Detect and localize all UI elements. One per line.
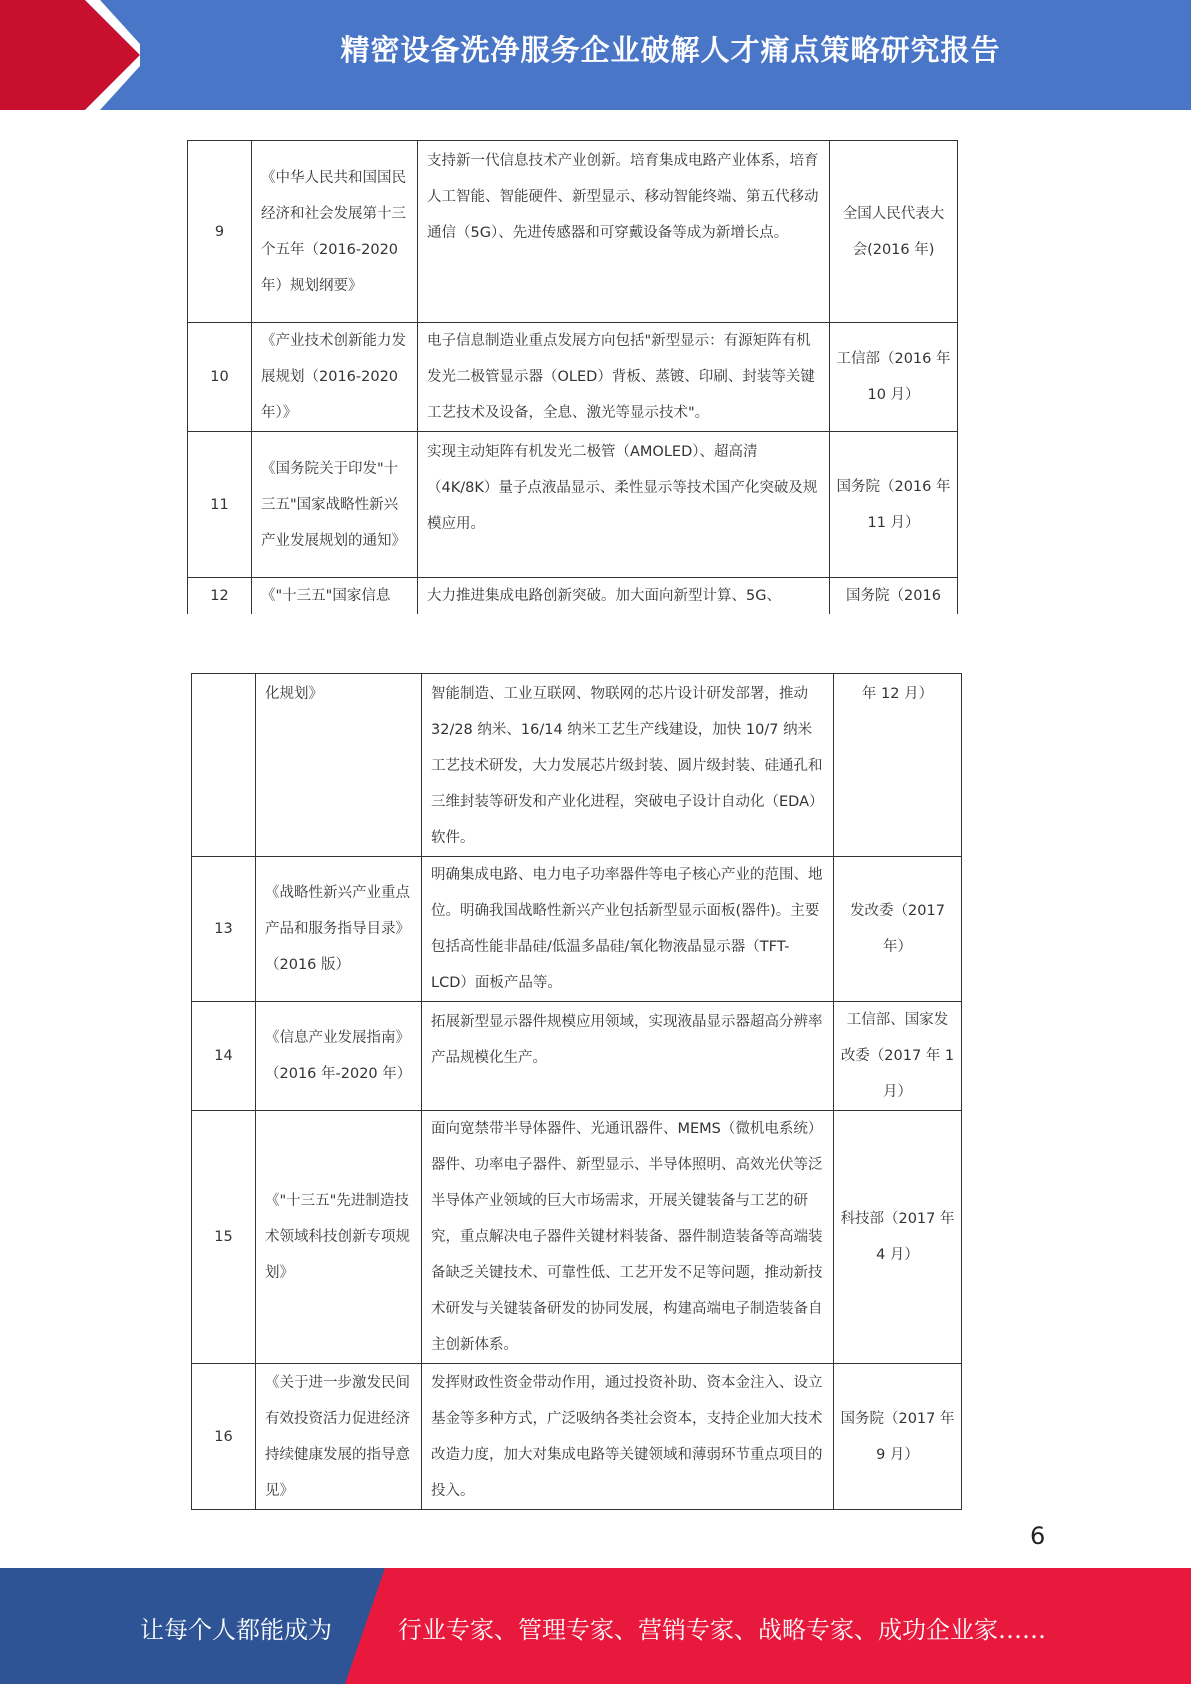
policy-name: 化规划》	[256, 674, 422, 857]
table-row	[192, 857, 962, 1002]
policy-name: 《"十三五"国家信息	[252, 578, 418, 615]
policy-name: 《"十三五"先进制造技术领域科技创新专项规划》	[256, 1111, 422, 1364]
page-header	[0, 0, 1191, 110]
table-row	[188, 432, 958, 578]
table-row	[192, 1364, 962, 1510]
table-row	[192, 674, 962, 857]
row-number: 14	[192, 1002, 256, 1111]
table-row	[188, 323, 958, 432]
policy-content: 拓展新型显示器件规模应用领域，实现液晶显示器超高分辨率产品规模化生产。	[422, 1002, 834, 1111]
policy-content: 大力推进集成电路创新突破。加大面向新型计算、5G、	[418, 578, 830, 615]
row-number	[192, 674, 256, 857]
row-number: 13	[192, 857, 256, 1002]
issuing-org: 工信部（2016 年 10 月）	[830, 323, 958, 432]
policy-content: 实现主动矩阵有机发光二极管（AMOLED）、超高清（4K/8K）量子点液晶显示、柔性显示等技术国产化突破及规模应用。	[418, 432, 830, 578]
policy-content: 面向宽禁带半导体器件、光通讯器件、MEMS（微机电系统）器件、功率电子器件、新型显示、半导体照明、高效光伏等泛半导体产业领域的巨大市场需求，开展关键装备与工艺的研究，重点解决电子器件关键材料装备、器件制造装备等高端装备缺乏关键技术、可靠性低、工艺开发不足等问题，推动新技术研发与关键装备研发的协同发展，构建高端电子制造装备自主创新体系。	[422, 1111, 834, 1364]
policy-name: 《战略性新兴产业重点产品和服务指导目录》（2016 版）	[256, 857, 422, 1002]
policy-content: 智能制造、工业互联网、物联网的芯片设计研发部署，推动 32/28 纳米、16/14 纳米工艺生产线建设，加快 10/7 纳米工艺技术研发，大力发展芯片级封装、圆片级封装、硅通孔和三维封装等研发和产业化进程，突破电子设计自动化（EDA）软件。	[422, 674, 834, 857]
policy-table-part-2	[191, 673, 962, 1510]
table-row	[188, 578, 958, 615]
policy-name: 《中华人民共和国国民经济和社会发展第十三个五年（2016-2020 年）规划纲要》	[252, 141, 418, 323]
issuing-org: 国务院（2016	[830, 578, 958, 615]
footer-slogan-right: 行业专家、管理专家、营销专家、战略专家、成功企业家……	[398, 1616, 1046, 1644]
policy-content: 明确集成电路、电力电子功率器件等电子核心产业的范围、地位。明确我国战略性新兴产业包括新型显示面板(器件)。主要包括高性能非晶硅/低温多晶硅/氧化物液晶显示器（TFT-LCD）面板产品等。	[422, 857, 834, 1002]
policy-table-part-1	[187, 140, 958, 614]
policy-name: 《国务院关于印发"十三五"国家战略性新兴产业发展规划的通知》	[252, 432, 418, 578]
policy-name: 《信息产业发展指南》（2016 年-2020 年）	[256, 1002, 422, 1111]
issuing-org: 科技部（2017 年 4 月）	[834, 1111, 962, 1364]
policy-name: 《产业技术创新能力发展规划（2016-2020 年）》	[252, 323, 418, 432]
policy-content: 发挥财政性资金带动作用，通过投资补助、资本金注入、设立基金等多种方式，广泛吸纳各类社会资本，支持企业加大技术改造力度，加大对集成电路等关键领域和薄弱环节重点项目的投入。	[422, 1364, 834, 1510]
row-number: 12	[188, 578, 252, 615]
report-title: 精密设备洗净服务企业破解人才痛点策略研究报告	[340, 33, 1001, 67]
policy-content: 电子信息制造业重点发展方向包括"新型显示：有源矩阵有机发光二极管显示器（OLED）背板、蒸镀、印刷、封装等关键工艺技术及设备，全息、激光等显示技术"。	[418, 323, 830, 432]
issuing-org: 国务院（2016 年 11 月）	[830, 432, 958, 578]
row-number: 16	[192, 1364, 256, 1510]
issuing-org: 发改委（2017 年）	[834, 857, 962, 1002]
table-row	[192, 1111, 962, 1364]
row-number: 9	[188, 141, 252, 323]
policy-content: 支持新一代信息技术产业创新。培育集成电路产业体系，培育人工智能、智能硬件、新型显示、移动智能终端、第五代移动通信（5G）、先进传感器和可穿戴设备等成为新增长点。	[418, 141, 830, 323]
row-number: 11	[188, 432, 252, 578]
page-number: 6	[1030, 1522, 1046, 1550]
issuing-org: 全国人民代表大会(2016 年)	[830, 141, 958, 323]
row-number: 10	[188, 323, 252, 432]
issuing-org: 国务院（2017 年 9 月）	[834, 1364, 962, 1510]
table-row	[192, 1002, 962, 1111]
issuing-org: 工信部、国家发改委（2017 年 1月）	[834, 1002, 962, 1111]
page-footer	[0, 1568, 1191, 1684]
policy-name: 《关于进一步激发民间有效投资活力促进经济持续健康发展的指导意见》	[256, 1364, 422, 1510]
table-row	[188, 141, 958, 323]
header-red-chevron	[0, 0, 140, 110]
footer-slogan-left: 让每个人都能成为	[140, 1616, 332, 1644]
row-number: 15	[192, 1111, 256, 1364]
issuing-org: 年 12 月）	[834, 674, 962, 857]
